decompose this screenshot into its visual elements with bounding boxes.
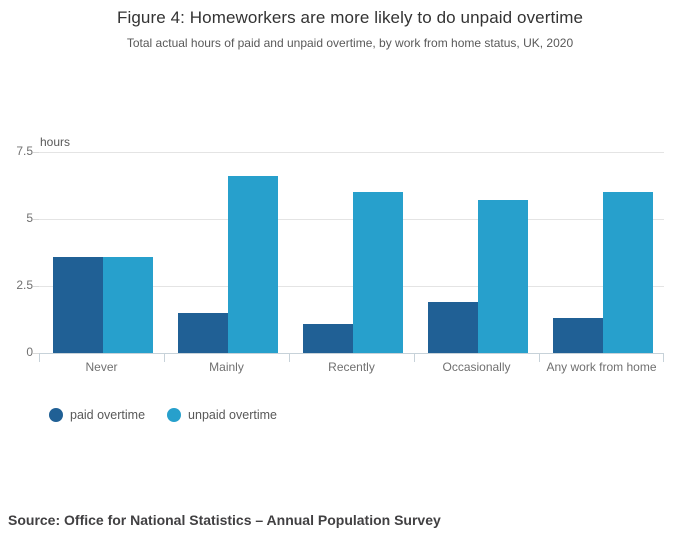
- bar-unpaid-overtime-mainly: [228, 176, 278, 353]
- chart-legend: [49, 408, 277, 422]
- source-attribution: Source: Office for National Statistics – Annual Population Survey: [8, 512, 441, 528]
- bar-paid-overtime-recently: [303, 324, 353, 353]
- x-category-label-occasionally: Occasionally: [442, 360, 511, 374]
- x-category-label-any-work-from-home: Any work from home: [546, 360, 657, 374]
- gridline-7.5: [39, 152, 664, 153]
- paid-overtime-swatch-icon: [49, 408, 63, 422]
- y-axis-tick: [33, 152, 39, 153]
- y-axis-tick: [33, 219, 39, 220]
- legend-item-paid-overtime: [49, 408, 145, 422]
- bar-paid-overtime-occasionally: [428, 302, 478, 353]
- bar-unpaid-overtime-any-work-from-home: [603, 192, 653, 353]
- bar-unpaid-overtime-occasionally: [478, 200, 528, 353]
- bar-unpaid-overtime-never: [103, 257, 153, 353]
- chart-subtitle: Total actual hours of paid and unpaid overtime, by work from home status, UK, 2020: [126, 36, 574, 50]
- chart-title: Figure 4: Homeworkers are more likely to do unpaid overtime: [116, 8, 584, 27]
- x-category-label-recently: Recently: [328, 360, 375, 374]
- y-tick-label: 2.5: [16, 278, 33, 292]
- y-tick-label: 0: [26, 345, 33, 359]
- gridline-5: [39, 219, 664, 220]
- legend-item-unpaid-overtime: [167, 408, 277, 422]
- x-category-label-never: Never: [85, 360, 118, 374]
- y-axis-tick: [33, 286, 39, 287]
- legend-label: unpaid overtime: [188, 408, 277, 422]
- bar-paid-overtime-any-work-from-home: [553, 318, 603, 353]
- y-tick-label: 5: [26, 211, 33, 225]
- bar-unpaid-overtime-recently: [353, 192, 403, 353]
- unpaid-overtime-swatch-icon: [167, 408, 181, 422]
- plot-area: [16, 144, 664, 374]
- bar-paid-overtime-mainly: [178, 313, 228, 353]
- legend-label: paid overtime: [70, 408, 146, 422]
- bar-paid-overtime-never: [53, 257, 103, 353]
- y-tick-label: 7.5: [16, 144, 33, 158]
- x-category-label-mainly: Mainly: [209, 360, 244, 374]
- y-axis-unit-label: hours: [40, 135, 71, 149]
